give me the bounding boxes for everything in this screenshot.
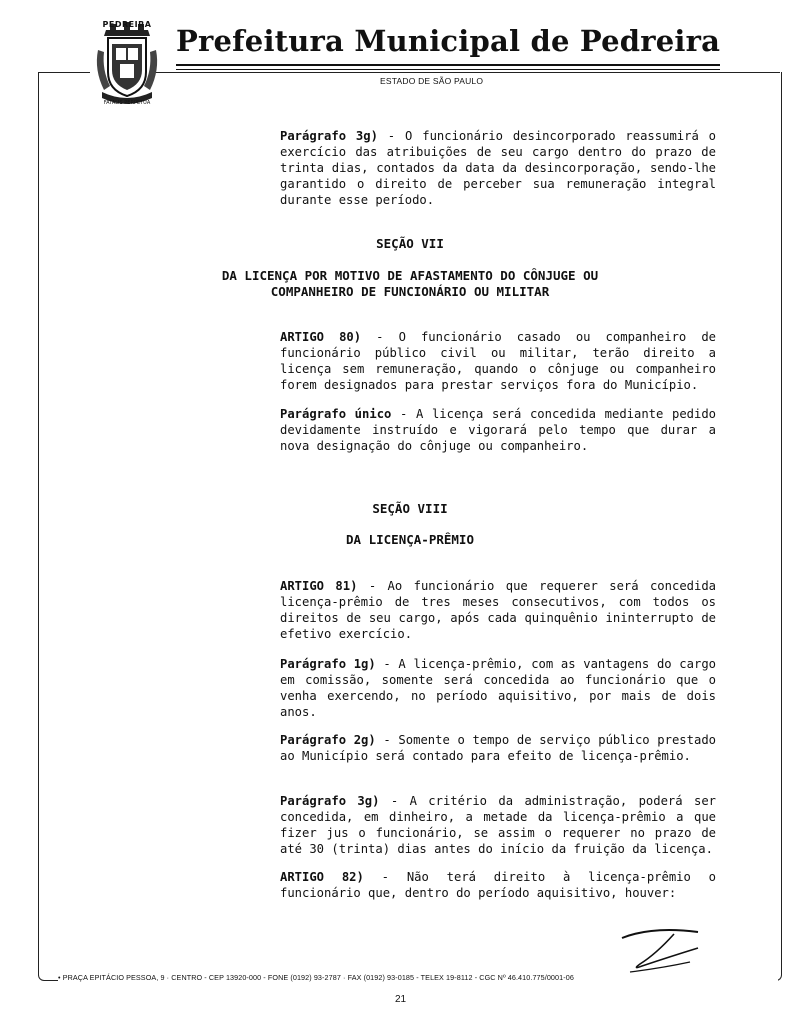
paragraph-text: - A critério da administração, poderá ser concedida, em dinheiro, a metade da licença-prêmio a que fizer jus o funcionário, se assim o requerer no prazo de até 30 (trinta) dias antes do início da fruição da licença.	[280, 794, 716, 856]
footer-address: • PRAÇA EPITÁCIO PESSOA, 9 · CENTRO - CEP 13920-000 - FONE (0192) 93-2787 · FAX (0192) 93-0185 - TELEX 19-8112 - CGC Nº 46.410.775/0001-06	[58, 973, 778, 982]
paragraph-text: - Somente o tempo de serviço público prestado ao Município será contado para efeito de licença-prêmio.	[280, 733, 716, 763]
paragraph-1-licenca-premio	[104, 656, 716, 720]
crest-shield-icon	[92, 20, 162, 112]
article-82	[104, 869, 716, 901]
title-rule-thin	[176, 69, 720, 70]
state-subtitle: ESTADO DE SÃO PAULO	[380, 76, 484, 86]
paragraph-3-conversao	[104, 793, 716, 857]
paragraph-label: Parágrafo 3g)	[280, 794, 380, 808]
article-label: ARTIGO 82)	[280, 870, 364, 884]
paragraph-label: Parágrafo 3g)	[280, 129, 378, 143]
article-text: - O funcionário casado ou companheiro de funcionário público civil ou militar, terão direito a licença sem remuneração, quando o cônjuge ou companheiro forem designados para prestar serviços fora do Município.	[280, 330, 717, 392]
paragraph-2-tempo-servico	[104, 732, 716, 764]
municipal-crest	[92, 20, 162, 112]
section-8-title: SEÇÃO VIII	[372, 501, 448, 516]
crest-motto: FATALIS PERPETUA	[103, 100, 151, 106]
article-81	[104, 578, 716, 642]
article-text: - Não terá direito à licença-prêmio o funcionário que, dentro do período aquisitivo, houver:	[280, 870, 717, 900]
section-7-subtitle-line1: DA LICENÇA POR MOTIVO DE AFASTAMENTO DO CÔNJUGE OU	[221, 268, 599, 283]
paragraph-3-desincorporacao	[104, 128, 716, 208]
page-title: Prefeitura Municipal de Pedreira	[176, 24, 721, 58]
article-label: ARTIGO 80)	[280, 330, 362, 344]
section-7-subtitle-line2: COMPANHEIRO DE FUNCIONÁRIO OU MILITAR	[270, 284, 550, 299]
section-8-subtitle: DA LICENÇA-PRÊMIO	[346, 532, 474, 547]
frame-top-left-rule	[38, 72, 90, 73]
article-80	[104, 329, 716, 393]
paragraph-text: - O funcionário desincorporado reassumirá o exercício das atribuições de seu cargo dentro do prazo de trinta dias, contados da data da desincorporação, sendo-lhe garantido o direito de perceber sua remuneração integral durante esse período.	[280, 129, 717, 207]
section-7-title: SEÇÃO VII	[376, 236, 444, 251]
article-label: ARTIGO 81)	[280, 579, 358, 593]
paragraph-label: Parágrafo 1g)	[280, 657, 376, 671]
page-number: 21	[395, 994, 407, 1005]
paragraph-text: - A licença será concedida mediante pedido devidamente instruído e vigorará pelo tempo que durar a nova designação do cônjuge ou companheiro.	[280, 407, 717, 453]
title-rule-thick	[176, 64, 720, 66]
paragraph-label: Parágrafo 2g)	[280, 733, 376, 747]
paragraph-unico	[104, 406, 716, 454]
article-text: - Ao funcionário que requerer será concedida licença-prêmio de tres meses consecutivos, com todos os direitos de seu cargo, após cada quinquênio ininterrupto de efetivo exercício.	[280, 579, 717, 641]
paragraph-text: - A licença-prêmio, com as vantagens do cargo em comissão, somente será concedida ao funcionário que o venha exercendo, no período aquisitivo, por mais de dois anos.	[280, 657, 716, 719]
paragraph-label: Parágrafo único	[280, 407, 392, 421]
signature-icon	[612, 916, 712, 976]
crest-top-text: PEDREIRA	[102, 20, 152, 29]
frame-top-right-rule	[155, 72, 780, 73]
